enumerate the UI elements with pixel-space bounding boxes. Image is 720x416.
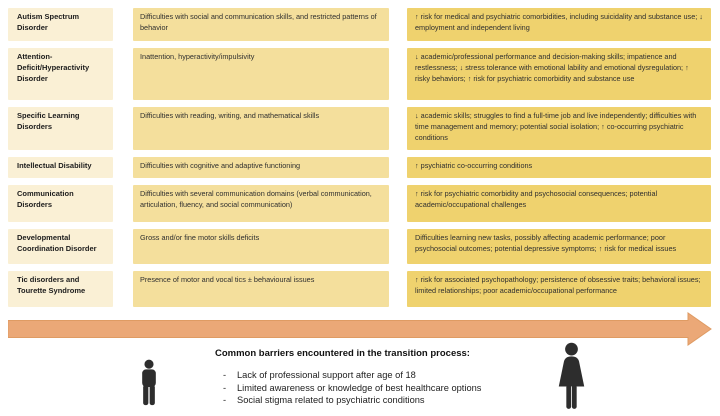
difficulties-cell: Difficulties with social and communication skills, and restricted patterns of behavior [133, 8, 389, 41]
disorder-name-cell: Autism Spectrum Disorder [8, 8, 113, 41]
barrier-item [215, 394, 545, 407]
risks-cell: ↑ risk for psychiatric comorbidity and psychosocial consequences; potential academic/occupational challenges [407, 185, 711, 222]
table-row [8, 8, 712, 41]
female-figure-icon [554, 342, 589, 412]
male-figure-icon [136, 358, 162, 412]
difficulties-cell: Difficulties with cognitive and adaptive functioning [133, 157, 389, 178]
barrier-item [215, 382, 545, 395]
risks-cell: ↑ risk for medical and psychiatric comorbidities, including suicidality and substance use; ↓ employment and independent living [407, 8, 711, 41]
risks-cell: ↑ psychiatric co-occurring conditions [407, 157, 711, 178]
disorder-name-cell: Communication Disorders [8, 185, 113, 222]
disorder-name-cell: Specific Learning Disorders [8, 107, 113, 150]
risks-cell: ↑ risk for associated psychopathology; persistence of obsessive traits; behavioral issues; limited relationships; poor academic/occupational performance [407, 271, 711, 307]
disorder-name-cell: Intellectual Disability [8, 157, 113, 178]
difficulties-cell: Gross and/or fine motor skills deficits [133, 229, 389, 264]
bullet-dash: - [223, 382, 227, 393]
transition-arrow-icon [8, 312, 712, 346]
disorder-name-cell: Attention-Deficit/Hyperactivity Disorder [8, 48, 113, 100]
barrier-item-text: Social stigma related to psychiatric conditions [237, 395, 425, 405]
table-row [8, 185, 712, 222]
difficulties-cell: Difficulties with reading, writing, and mathematical skills [133, 107, 389, 150]
risks-cell: Difficulties learning new tasks, possibly affecting academic performance; poor psychosocial outcomes; potential depressive symptoms; ↑ risk for medical issues [407, 229, 711, 264]
barriers-heading: Common barriers encountered in the transition process: [215, 348, 470, 359]
barrier-item-text: Lack of professional support after age of 18 [237, 370, 416, 380]
difficulties-cell: Difficulties with several communication domains (verbal communication, articulation, fluency, and social communication) [133, 185, 389, 222]
barrier-item-text: Limited awareness or knowledge of best healthcare options [237, 382, 482, 393]
table-row [8, 229, 712, 264]
barrier-item [215, 369, 545, 382]
bullet-dash: - [223, 370, 227, 380]
risks-cell: ↓ academic/professional performance and decision-making skills; impatience and restlessness; ↓ stress tolerance with emotional lability and emotional dysregulation; ↑ risky behaviors; ↑ risk for psychiatric comorbidity and substance use [407, 48, 711, 100]
table-row [8, 48, 712, 100]
bullet-dash: - [223, 395, 227, 405]
disorder-name-cell: Developmental Coordination Disorder [8, 229, 113, 264]
difficulties-cell: Inattention, hyperactivity/impulsivity [133, 48, 389, 100]
table-row [8, 157, 712, 178]
table-row [8, 107, 712, 150]
risks-cell: ↓ academic skills; struggles to find a full-time job and live independently; difficulties with time management and memory; potential social isolation; ↑ co-occurring psychiatric conditions [407, 107, 711, 150]
disorder-name-cell: Tic disorders and Tourette Syndrome [8, 271, 113, 307]
table-row [8, 271, 712, 307]
barriers-section [215, 348, 545, 407]
difficulties-cell: Presence of motor and vocal tics ± behavioural issues [133, 271, 389, 307]
